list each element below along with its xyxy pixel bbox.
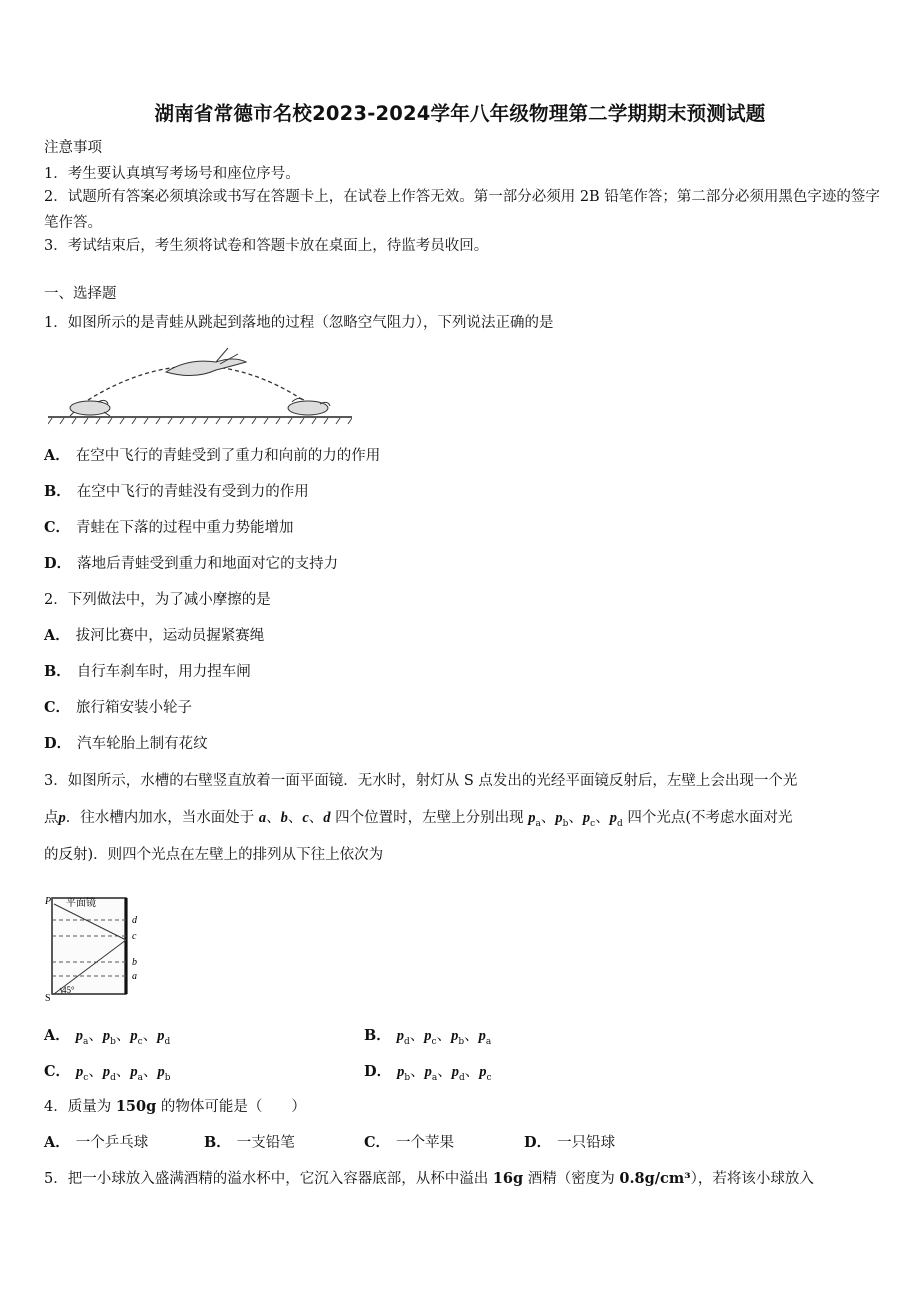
frog-flying-icon	[166, 348, 246, 376]
q3-option-c[interactable]: C． $p_c$、$p_d$、$p_a$、$p_b$	[44, 1063, 171, 1083]
label-angle: 45°	[62, 985, 75, 995]
q5-stem: 5．把一小球放入盛满酒精的溢水杯中，它沉入容器底部，从杯中溢出 16g 酒精（密度为 0.8g/cm³），若将该小球放入	[44, 1170, 814, 1187]
q2-option-a[interactable]: A． 拔河比赛中，运动员握紧赛绳	[44, 627, 265, 644]
q3-stem-line1: 3．如图所示，水槽的右壁竖直放着一面平面镜．无水时，射灯从 S 点发出的光经平面镜反射后，左壁上会出现一个光	[44, 773, 798, 789]
frog-jump-figure	[48, 342, 352, 428]
label-s: S	[45, 993, 51, 1002]
label-d: d	[132, 915, 137, 926]
notice-item-3: 3．考试结束后，考生须将试卷和答题卡放在桌面上，待监考员收回。	[44, 238, 489, 254]
q3-stem-line2: 点p．往水槽内加水，当水面处于 a、b、c、d 四个位置时，左壁上分别出现 $p_a$、$p_b$、$p_c$、$p_d$ 四个光点(不考虑水面对光	[44, 810, 793, 829]
notice-item-2: 2．试题所有答案必须填涂或书写在答题卡上，在试卷上作答无效。第一部分必须用 2B 铅笔作答；第二部分必须用黑色字迹的签字笔作答。	[44, 189, 880, 231]
label-c: c	[132, 931, 137, 942]
page-title: 湖南省常德市名校2023-2024学年八年级物理第二学期期末预测试题	[154, 102, 766, 125]
label-mirror: 平面镜	[66, 898, 96, 909]
q1-option-c[interactable]: C． 青蛙在下落的过程中重力势能增加	[44, 519, 294, 536]
frog-landing-icon	[288, 398, 330, 415]
q4-option-d[interactable]: D． 一只铅球	[524, 1134, 616, 1151]
label-b: b	[132, 957, 137, 968]
water-tank-mirror-figure	[44, 890, 156, 1002]
q1-option-a[interactable]: A． 在空中飞行的青蛙受到了重力和向前的力的作用	[44, 447, 381, 464]
q2-option-b[interactable]: B． 自行车刹车时，用力捏车闸	[44, 663, 251, 680]
q3-option-d[interactable]: D． $p_b$、$p_a$、$p_d$、$p_c$	[364, 1063, 492, 1083]
notice-heading: 注意事项	[44, 140, 102, 156]
label-a: a	[132, 971, 137, 982]
q4-option-b[interactable]: B． 一支铅笔	[204, 1134, 295, 1151]
q2-option-d[interactable]: D． 汽车轮胎上制有花纹	[44, 735, 208, 752]
q3-stem-line3: 的反射)．则四个光点在左壁上的排列从下往上依次为	[44, 847, 384, 863]
notice-item-1: 1．考生要认真填写考场号和座位序号。	[44, 166, 300, 182]
label-p: P	[45, 896, 52, 907]
q2-stem: 2．下列做法中，为了减小摩擦的是	[44, 592, 271, 608]
q2-option-c[interactable]: C． 旅行箱安装小轮子	[44, 699, 193, 716]
q4-option-a[interactable]: A． 一个乒乓球	[44, 1134, 149, 1151]
q3-option-b[interactable]: B． $p_d$、$p_c$、$p_b$、$p_a$	[364, 1027, 492, 1047]
section-heading: 一、选择题	[44, 286, 117, 302]
q4-stem: 4．质量为 150g 的物体可能是（ ）	[44, 1098, 306, 1115]
q4-option-c[interactable]: C． 一个苹果	[364, 1134, 455, 1151]
q1-option-d[interactable]: D． 落地后青蛙受到重力和地面对它的支持力	[44, 555, 339, 572]
q1-option-b[interactable]: B． 在空中飞行的青蛙没有受到力的作用	[44, 483, 309, 500]
q3-option-a[interactable]: A． $p_a$、$p_b$、$p_c$、$p_d$	[44, 1027, 171, 1047]
q1-stem: 1．如图所示的是青蛙从跳起到落地的过程（忽略空气阻力），下列说法正确的是	[44, 315, 554, 331]
frog-takeoff-icon	[70, 400, 110, 416]
